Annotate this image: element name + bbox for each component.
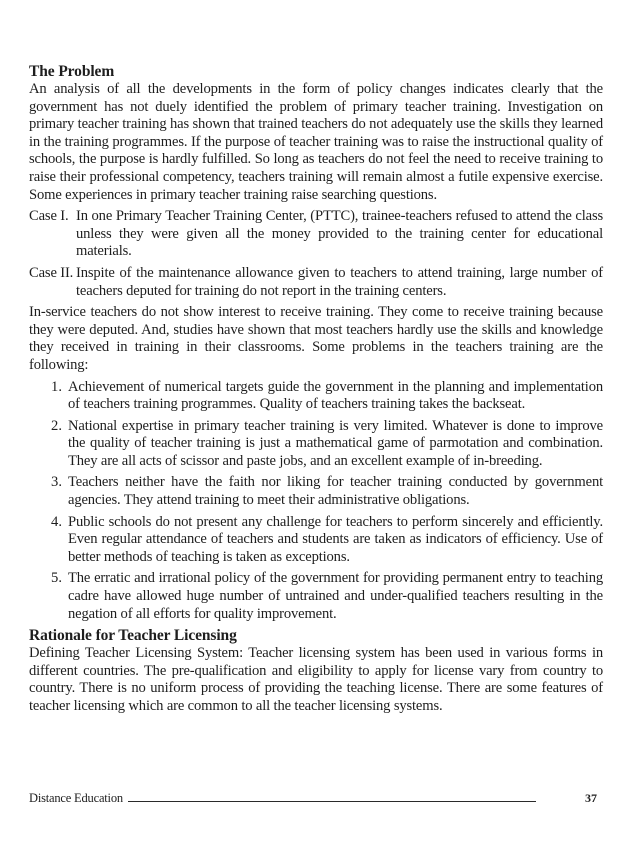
problem-followup-paragraph: In-service teachers do not show interest to receive training. They come to receive training because they were deputed. And, studies have shown that most teachers hardly use the skills and knowledge they received in training in their classrooms. Some problems in the teachers training are the following: — [29, 304, 603, 373]
document-page — [29, 63, 603, 720]
case-item — [29, 208, 603, 261]
footer-divider — [128, 801, 536, 802]
list-number: 5. — [51, 570, 62, 587]
list-text: The erratic and irrational policy of the government for providing permanent entry to teaching cadre have allowed huge number of untrained and under-qualified teachers resulting in the negation of all efforts for quality improvement. — [68, 570, 603, 622]
page-footer — [29, 791, 603, 806]
list-text: Public schools do not present any challenge for teachers to perform sincerely and efficiently. Even regular attendance of teachers and students are taken as indicators of efficiency. Use of better methods of teaching is taken as exceptions. — [68, 513, 603, 565]
list-text: National expertise in primary teacher training is very limited. Whatever is done to improve the quality of teacher training is just a mathematical game of parmotation and combination. They are all acts of scissor and paste jobs, and an excellent example of in-breeding. — [68, 417, 603, 469]
case-text: In one Primary Teacher Training Center, (PTTC), trainee-teachers refused to attend the class unless they were given all the money provided to the training center for educational materials. — [76, 208, 603, 260]
list-item — [29, 474, 603, 509]
rationale-paragraph: Defining Teacher Licensing System: Teacher licensing system has been used in various forms in different countries. The pre-qualification and eligibility to apply for license vary from country to country. There is no uniform process of providing the teaching license. There are some features of teacher licensing which are common to all the teacher licensing systems. — [29, 645, 603, 714]
list-item — [29, 570, 603, 623]
case-text: Inspite of the maintenance allowance given to teachers to attend training, large number of teachers deputed for training do not report in the training centers. — [76, 264, 603, 299]
list-item — [29, 418, 603, 471]
list-number: 2. — [51, 417, 62, 434]
list-item — [29, 379, 603, 414]
list-number: 3. — [51, 474, 62, 491]
list-text: Achievement of numerical targets guide the government in the planning and implementation of teachers training programmes. Quality of teachers training takes the backseat. — [68, 378, 603, 413]
page-number: 37 — [585, 791, 597, 805]
case-item — [29, 265, 603, 300]
problems-list — [29, 379, 603, 624]
case-label: Case I. — [29, 208, 69, 225]
section-heading-rationale: Rationale for Teacher Licensing — [29, 627, 237, 645]
list-number: 1. — [51, 378, 62, 395]
footer-title: Distance Education — [29, 791, 123, 805]
list-item — [29, 514, 603, 567]
list-text: Teachers neither have the faith nor liking for teacher training conducted by government agencies. They attend training to meet their administrative obligations. — [68, 474, 603, 509]
section-heading-problem: The Problem — [29, 63, 115, 80]
list-number: 4. — [51, 513, 62, 530]
problem-intro-paragraph: An analysis of all the developments in the form of policy changes indicates clearly that the government has not duely identified the problem of primary teacher training. Investigation on primary teacher training has shown that trained teachers do not adequately use the skills they learned in the training programmes. If the purpose of teacher training was to raise the instructional quality of schools, the purpose is hardly fulfilled. So long as teachers do not feel the need to receive training to raise their professional competency, teachers training will remain almost a futile expensive exercise. Some experiences in primary teacher training raise searching questions. — [29, 81, 603, 203]
case-label: Case II. — [29, 264, 74, 281]
